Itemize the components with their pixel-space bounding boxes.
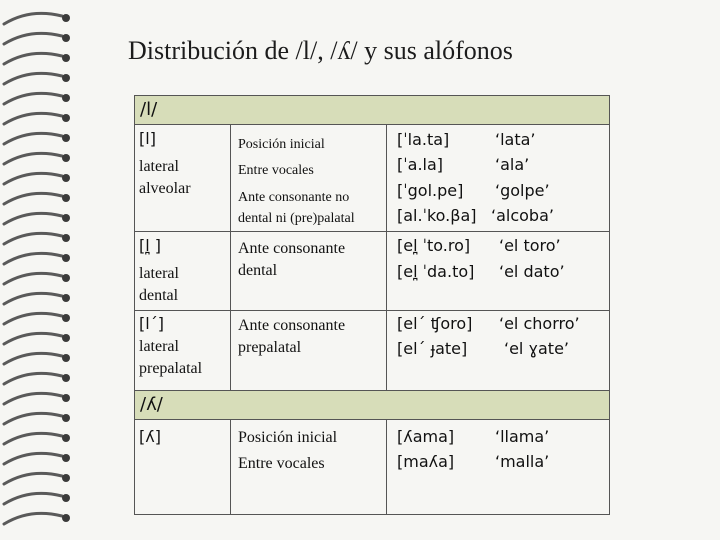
spiral-ring (4, 73, 70, 84)
example-transcription: [al.ˈko.βa] (397, 206, 477, 225)
spiral-ring (4, 133, 70, 144)
spiral-ring (4, 13, 70, 24)
spiral-ring (4, 153, 70, 164)
allophone-cell: [l´] (139, 314, 164, 333)
example-transcription: [ˈa.la] (397, 155, 444, 174)
spiral-ring (4, 113, 70, 124)
allophone-cell: [l̪ ] (139, 236, 162, 255)
spiral-ring (4, 353, 70, 364)
example-gloss: ‘llama’ (495, 427, 550, 446)
spiral-ring (4, 93, 70, 104)
example-transcription: [el̪ ˈto.ro] (397, 236, 471, 255)
context-line: Ante consonante (238, 317, 346, 334)
context-line: dental (238, 262, 278, 279)
example-gloss: ‘alcoba’ (491, 206, 554, 225)
spiral-ring (4, 273, 70, 284)
description-line: prepalatal (139, 360, 203, 377)
column-divider (230, 125, 231, 390)
spiral-ring (4, 473, 70, 484)
context-line: Entre vocales (238, 455, 325, 472)
example-gloss: ‘lata’ (495, 130, 536, 149)
example-transcription: [el´ ɟate] (397, 339, 468, 358)
example-gloss: ‘el dato’ (499, 262, 565, 281)
example-transcription: [el̪ ˈda.to] (397, 262, 475, 281)
allophone-cell: [ʎ] (139, 427, 161, 446)
spiral-ring (4, 293, 70, 304)
spiral-ring (4, 313, 70, 324)
spiral-ring (4, 413, 70, 424)
section-label-l: /l/ (140, 99, 158, 120)
spiral-ring (4, 173, 70, 184)
example-transcription: [ˈgol.pe] (397, 181, 464, 200)
description-line: lateral (139, 158, 179, 175)
row-divider (134, 231, 610, 232)
spiral-ring (4, 493, 70, 504)
description-line: alveolar (139, 180, 191, 197)
spiral-ring (4, 373, 70, 384)
example-gloss: ‘golpe’ (495, 181, 550, 200)
example-gloss: ‘el chorro’ (499, 314, 580, 333)
context-line: Ante consonante no (238, 190, 350, 205)
context-line: Posición inicial (238, 137, 325, 152)
context-line: Entre vocales (238, 163, 314, 178)
column-divider (386, 420, 387, 515)
spiral-ring (4, 333, 70, 344)
spiral-ring (4, 513, 70, 524)
spiral-ring (4, 213, 70, 224)
spiral-ring (4, 393, 70, 404)
row-divider (134, 310, 610, 311)
description-line: lateral (139, 338, 179, 355)
spiral-ring (4, 233, 70, 244)
spiral-ring (4, 193, 70, 204)
context-line: Ante consonante (238, 240, 346, 257)
section-label-ll: /ʎ/ (140, 394, 163, 415)
page-title: Distribución de /l/, /ʎ/ y sus alófonos (128, 36, 513, 65)
example-transcription: [ˈla.ta] (397, 130, 450, 149)
context-line: dental ni (pre)palatal (238, 211, 355, 226)
column-divider (386, 125, 387, 390)
spiral-ring (4, 53, 70, 64)
example-gloss: ‘el toro’ (499, 236, 561, 255)
context-line: Posición inicial (238, 429, 338, 446)
context-line: prepalatal (238, 339, 302, 356)
allophone-table (134, 95, 610, 515)
example-gloss: ‘malla’ (495, 452, 550, 471)
example-gloss: ‘el ɣate’ (504, 339, 569, 358)
spiral-ring (4, 33, 70, 44)
column-divider (230, 420, 231, 515)
description-line: dental (139, 287, 179, 304)
spiral-ring (4, 453, 70, 464)
description-line: lateral (139, 265, 179, 282)
spiral-ring (4, 433, 70, 444)
example-gloss: ‘ala’ (495, 155, 530, 174)
example-transcription: [ʎama] (397, 427, 455, 446)
spiral-binding (0, 0, 82, 540)
allophone-cell: [l] (139, 129, 156, 148)
example-transcription: [el´ ʧoro] (397, 314, 473, 333)
spiral-ring (4, 253, 70, 264)
example-transcription: [maʎa] (397, 452, 455, 471)
